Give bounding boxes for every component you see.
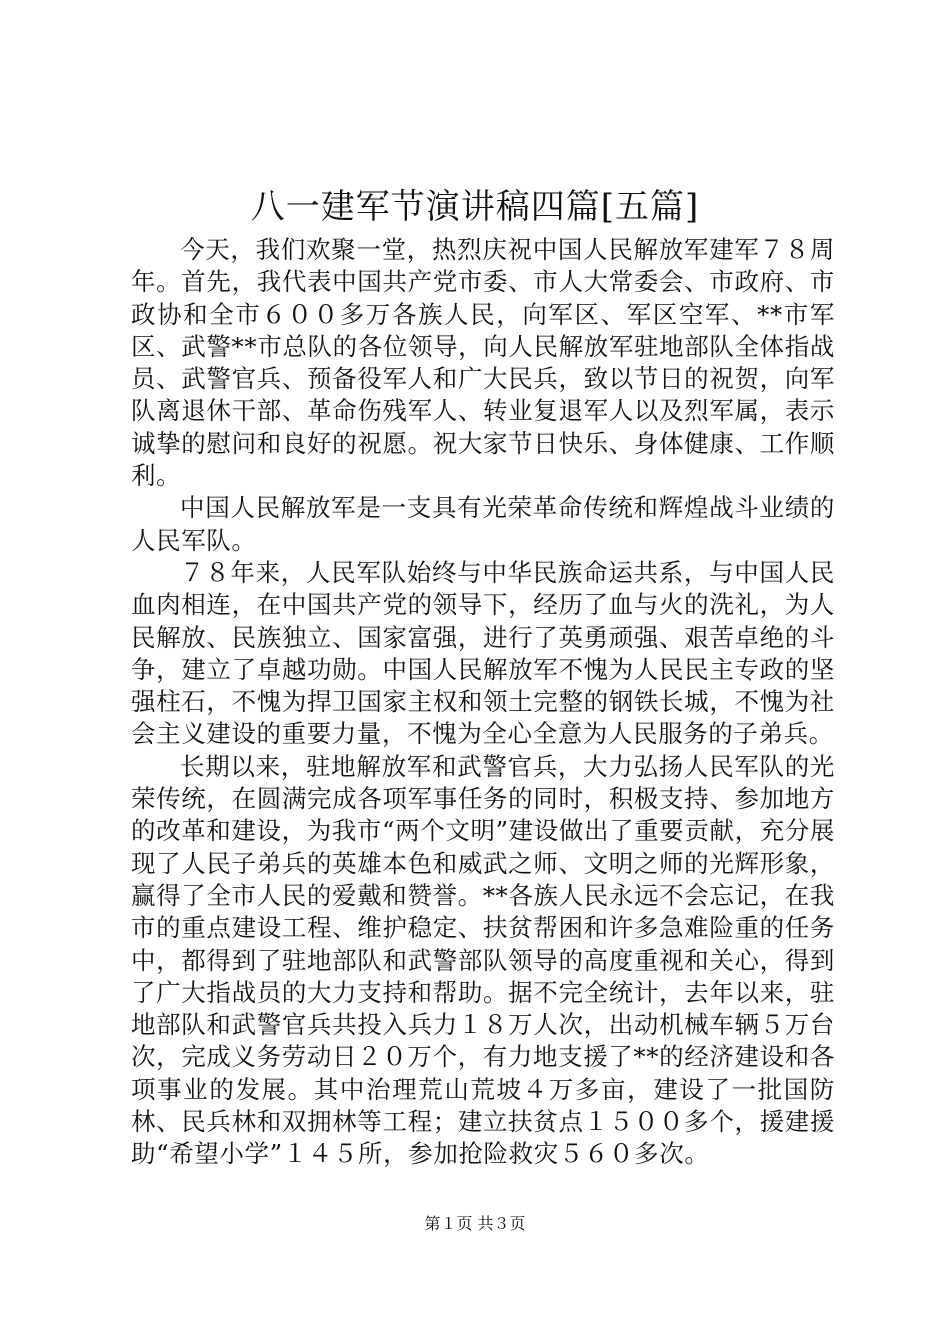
page-footer: 第１页 共３页 [424,1214,526,1233]
paragraph-intro: 中国人民解放军是一支具有光荣革命传统和辉煌战斗业绩的人民军队。 [131,493,835,555]
document-body [131,234,835,1171]
paragraph-history: ７８年来，人民军队始终与中华民族命运共系，与中国人民血肉相连，在中国共产党的领导下，经历了血与火的洗礼，为人民解放、民族独立、国家富强，进行了英勇顽强、艰苦卓绝的斗争，建立了卓越功勋。中国人民解放军不愧为人民民主专政的坚强柱石，不愧为捍卫国家主权和领土完整的钢铁长城，不愧为社会主义建设的重要力量，不愧为全心全意为人民服务的子弟兵。 [131,557,835,749]
paragraph-contributions: 长期以来，驻地解放军和武警官兵，大力弘扬人民军队的光荣传统，在圆满完成各项军事任务的同时，积极支持、参加地方的改革和建设，为我市“两个文明”建设做出了重要贡献，充分展现了人民子弟兵的英雄本色和威武之师、文明之师的光辉形象，赢得了全市人民的爱戴和赞誉。**各族人民永远不会忘记，在我市的重点建设工程、维护稳定、扶贫帮困和许多急难险重的任务中，都得到了驻地部队和武警部队领导的高度重视和关心，得到了广大指战员的大力支持和帮助。据不完全统计，去年以来，驻地部队和武警官兵共投入兵力１８万人次，出动机械车辆５万台次，完成义务劳动日２０万个，有力地支援了**的经济建设和各项事业的发展。其中治理荒山荒坡４万多亩，建设了一批国防林、民兵林和双拥林等工程；建立扶贫点１５００多个，援建援助“希望小学”１４５所，参加抢险救灾５６０多次。 [131,751,835,1169]
paragraph-greeting: 今天，我们欢聚一堂，热烈庆祝中国人民解放军建军７８周年。首先，我代表中国共产党市委、市人大常委会、市政府、市政协和全市６００多万各族人民，向军区、军区空军、**市军区、武警**市总队的各位领导，向人民解放军驻地部队全体指战员、武警官兵、预备役军人和广大民兵，致以节日的祝贺，向军队离退休干部、革命伤残军人、转业复退军人以及烈军属，表示诚挚的慰问和良好的祝愿。祝大家节日快乐、身体健康、工作顺利。 [131,235,835,491]
document-title: 八一建军节演讲稿四篇[五篇] [250,187,700,227]
